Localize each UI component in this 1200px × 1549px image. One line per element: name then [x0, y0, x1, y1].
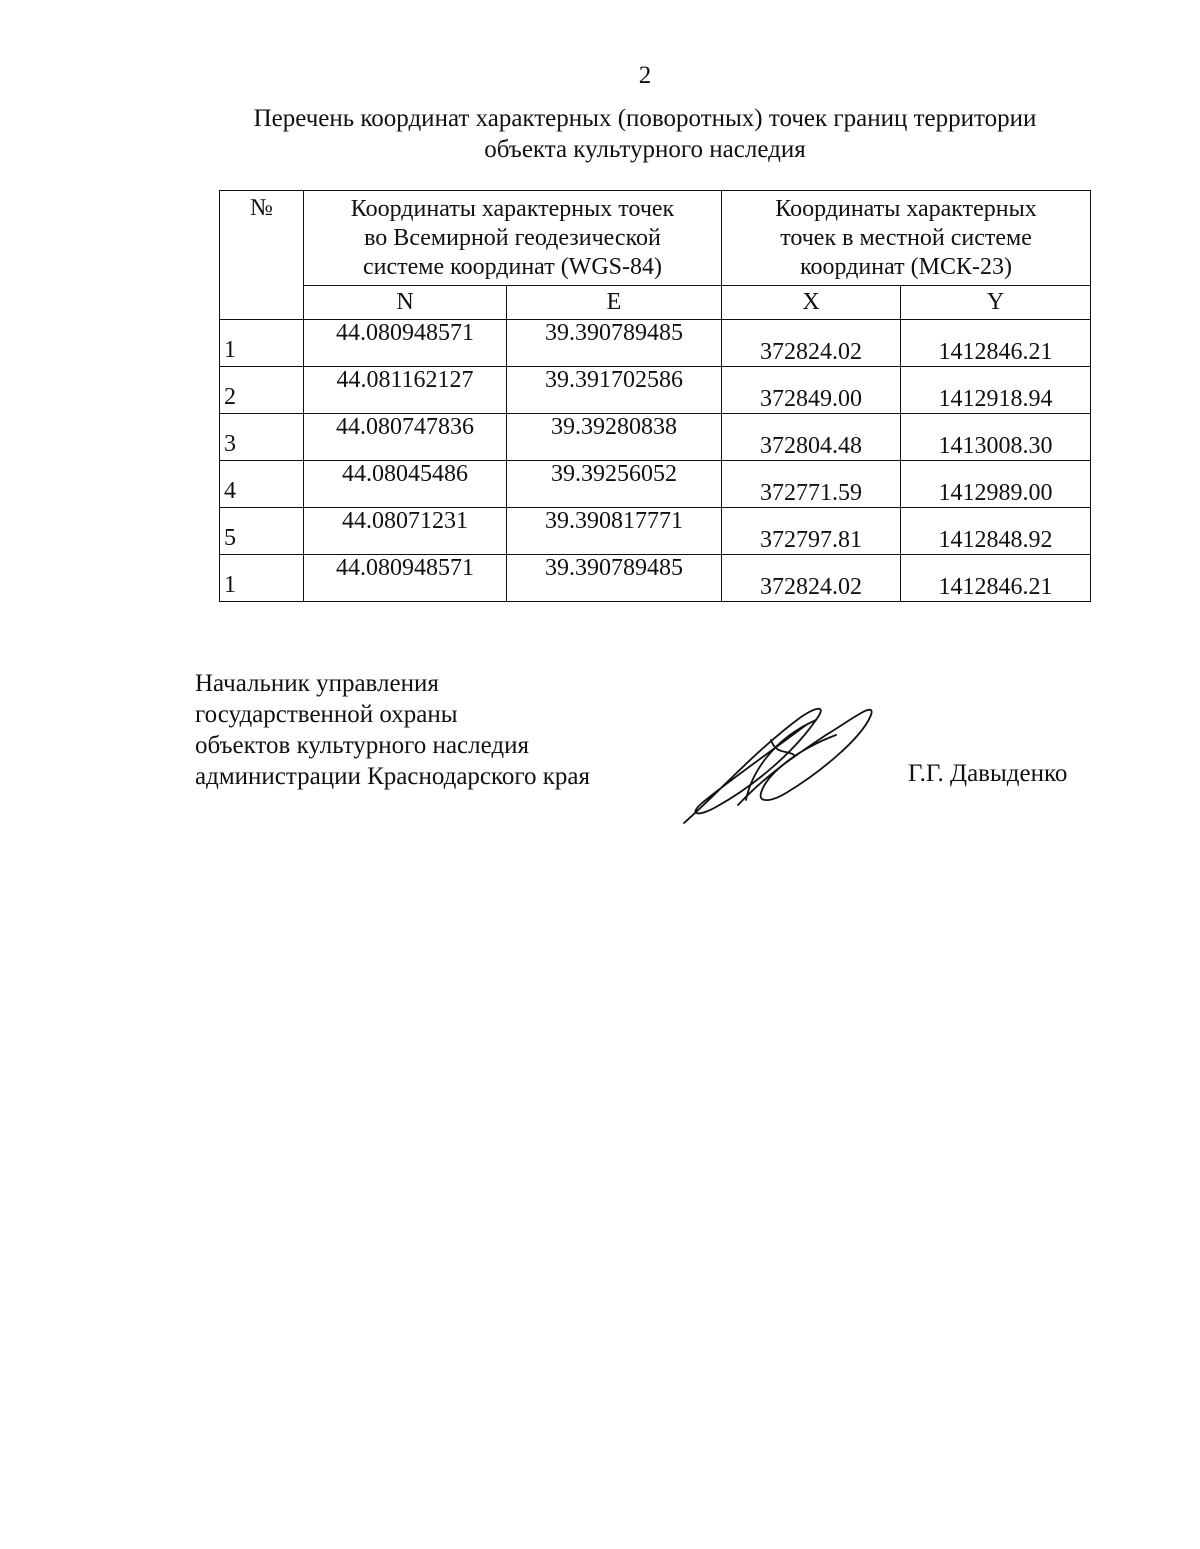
cell-n: 44.080948571: [304, 320, 507, 367]
cell-n: 44.081162127: [304, 367, 507, 414]
cell-e: 39.391702586: [507, 367, 722, 414]
header-msk23: [722, 191, 1091, 286]
cell-point-number: 2: [220, 367, 304, 414]
cell-n: 44.080948571: [304, 555, 507, 602]
cell-e: 39.390789485: [507, 555, 722, 602]
cell-y: 1412989.00: [901, 461, 1091, 508]
table-row: [220, 320, 1091, 367]
cell-e: 39.39256052: [507, 461, 722, 508]
document-title-line-2: объекта культурного наследия: [484, 136, 806, 163]
table-row: [220, 414, 1091, 461]
cell-point-number: 4: [220, 461, 304, 508]
header-msk23-line-2: точек в местной системе: [780, 225, 1032, 251]
cell-point-number: 5: [220, 508, 304, 555]
cell-point-number: 3: [220, 414, 304, 461]
cell-y: 1412848.92: [901, 508, 1091, 555]
header-msk23-line-1: Координаты характерных: [775, 196, 1037, 222]
subheader-e: E: [507, 286, 722, 320]
page-number: 2: [638, 62, 652, 89]
signatory-title-line-2: государственной охраны: [195, 701, 458, 728]
table-row: [220, 367, 1091, 414]
cell-e: 39.39280838: [507, 414, 722, 461]
document-title: [200, 103, 1090, 165]
signatory-title-line-4: администрации Краснодарского края: [195, 763, 591, 790]
cell-y: 1412846.21: [901, 320, 1091, 367]
table-subheader-row: [220, 286, 1091, 320]
header-msk23-line-3: координат (МСК-23): [800, 254, 1012, 280]
header-wgs84-line-3: системе координат (WGS-84): [363, 254, 662, 280]
subheader-x: X: [722, 286, 901, 320]
cell-y: 1412918.94: [901, 367, 1091, 414]
cell-x: 372804.48: [722, 414, 901, 461]
table-row: [220, 555, 1091, 602]
table-row: [220, 508, 1091, 555]
coordinates-table: [219, 190, 1091, 602]
cell-x: 372797.81: [722, 508, 901, 555]
cell-e: 39.390789485: [507, 320, 722, 367]
cell-x: 372771.59: [722, 461, 901, 508]
cell-x: 372824.02: [722, 320, 901, 367]
cell-n: 44.08071231: [304, 508, 507, 555]
header-number: №: [220, 191, 304, 320]
cell-point-number: 1: [220, 320, 304, 367]
cell-y: 1413008.30: [901, 414, 1091, 461]
handwritten-signature: [676, 695, 886, 830]
subheader-y: Y: [901, 286, 1091, 320]
signatory-title-line-1: Начальник управления: [195, 670, 439, 697]
signatory-title: [195, 668, 590, 792]
cell-n: 44.080747836: [304, 414, 507, 461]
cell-n: 44.08045486: [304, 461, 507, 508]
subheader-n: N: [304, 286, 507, 320]
cell-y: 1412846.21: [901, 555, 1091, 602]
signer-name: Г.Г. Давыденко: [908, 760, 1068, 787]
cell-e: 39.390817771: [507, 508, 722, 555]
header-wgs84-line-2: во Всемирной геодезической: [364, 225, 661, 251]
document-title-line-1: Перечень координат характерных (поворотных) точек границ территории: [253, 105, 1037, 132]
header-wgs84: [304, 191, 722, 286]
table-row: [220, 461, 1091, 508]
header-wgs84-line-1: Координаты характерных точек: [350, 196, 675, 222]
cell-point-number: 1: [220, 555, 304, 602]
signatory-title-line-3: объектов культурного наследия: [195, 732, 529, 759]
table-header-row: [220, 191, 1091, 286]
cell-x: 372849.00: [722, 367, 901, 414]
cell-x: 372824.02: [722, 555, 901, 602]
